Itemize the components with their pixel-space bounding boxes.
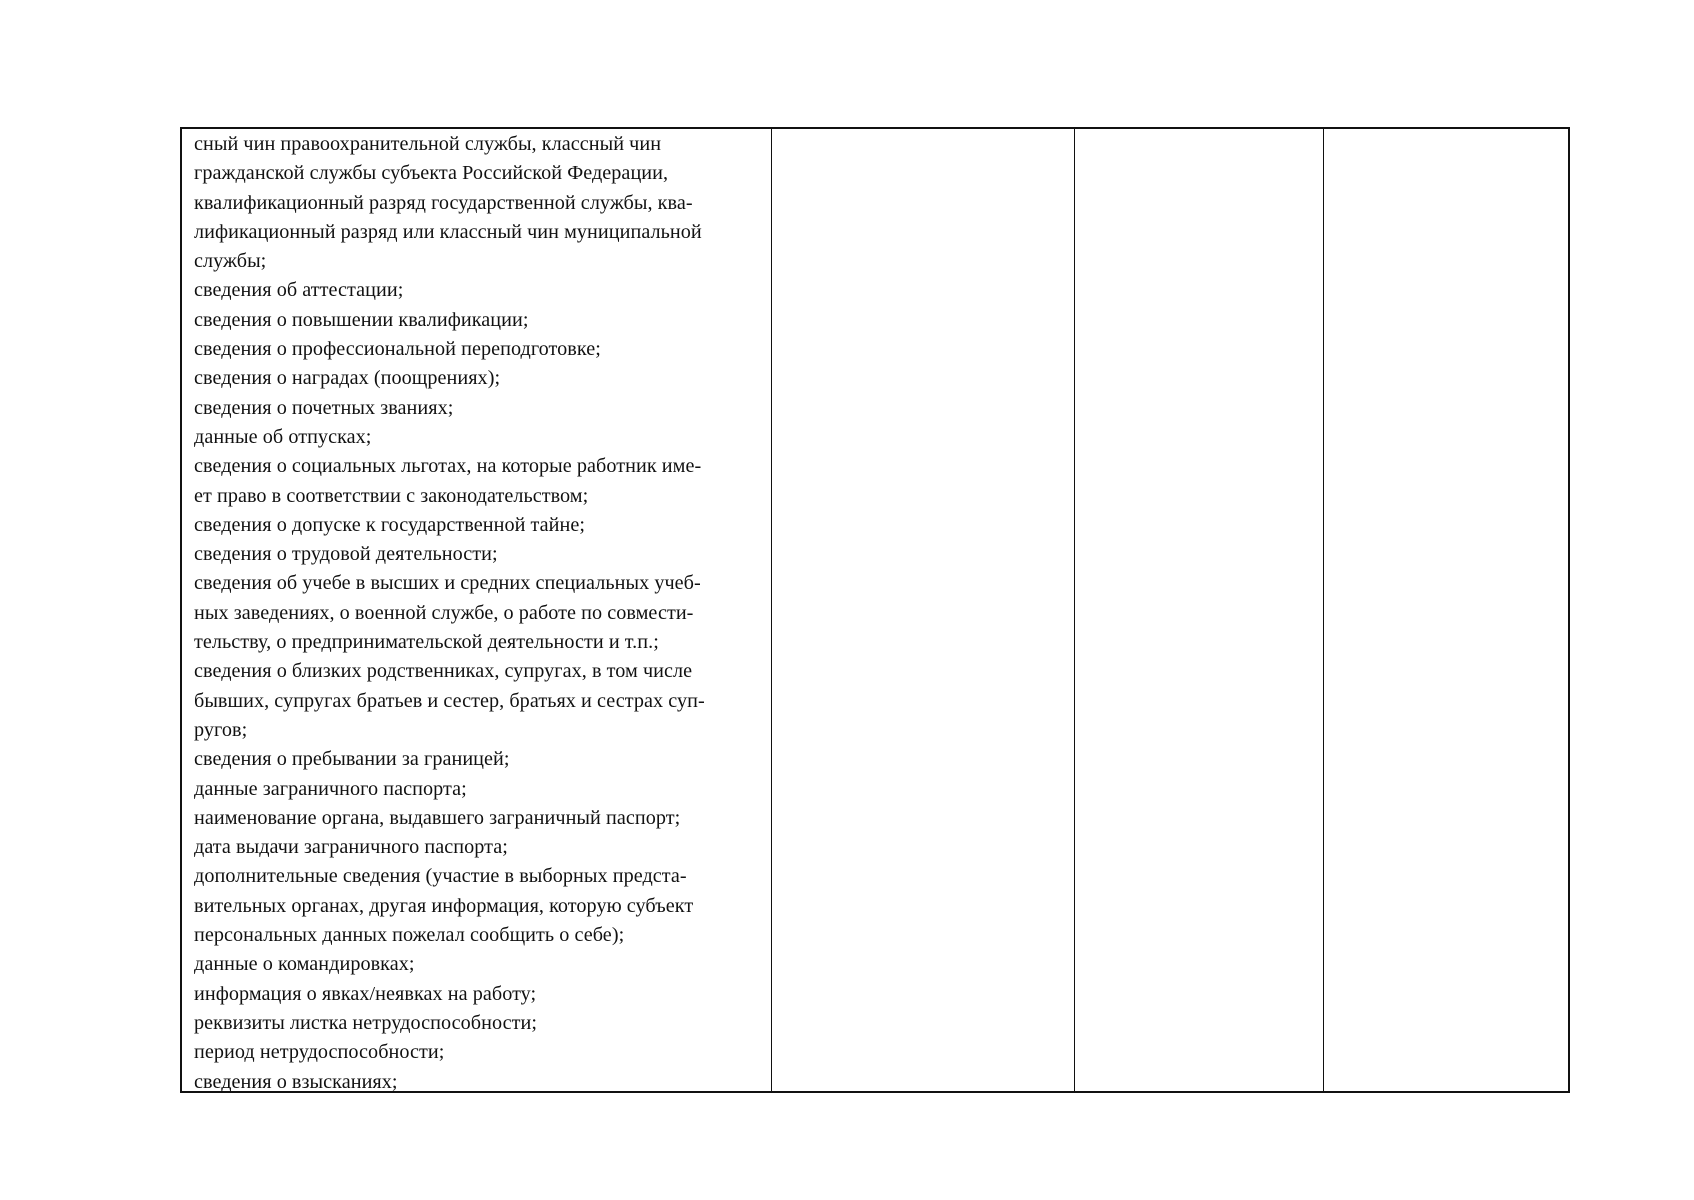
table-text-line: данные об отпусках; (194, 425, 372, 448)
table-text-line: вительных органах, другая информация, которую субъект (194, 894, 694, 917)
table-text-line: бывших, супругах братьев и сестер, братьях и сестрах суп- (194, 689, 705, 712)
table-text-line: сведения о взысканиях; (194, 1070, 398, 1093)
table-text-line: службы; (194, 250, 267, 273)
table-text-line: сведения о пребывании за границей; (194, 748, 510, 771)
personal-data-table (180, 127, 1570, 1093)
table-text-line: квалификационный разряд государственной службы, ква- (194, 191, 693, 214)
table-text-line: сведения о трудовой деятельности; (194, 543, 498, 566)
table-text-line: наименование органа, выдавшего заграничный паспорт; (194, 806, 681, 829)
table-text-line: ет право в соответствии с законодательством; (194, 484, 589, 507)
table-text-line: сведения о социальных льготах, на которые работник име- (194, 455, 702, 478)
table-text-line: сный чин правоохранительной службы, классный чин (194, 133, 662, 155)
table-text-line: сведения о профессиональной переподготовке; (194, 338, 601, 361)
table-text-line: тельству, о предпринимательской деятельности и т.п.; (194, 631, 659, 654)
table-text-line: данные о командировках; (194, 953, 415, 976)
table-text-line: сведения об учебе в высших и средних специальных учеб- (194, 572, 701, 595)
table-text-line: сведения о наградах (поощрениях); (194, 367, 501, 390)
table-text-line: данные заграничного паспорта; (194, 777, 467, 800)
table-cell-column-4 (1324, 129, 1568, 1091)
table-text-line: дополнительные сведения (участие в выборных предста- (194, 865, 687, 888)
table-cell-column-2 (772, 129, 1075, 1091)
table-text-line: сведения об аттестации; (194, 279, 404, 302)
table-text-line: персональных данных пожелал сообщить о себе); (194, 924, 625, 947)
table-text-line: гражданской службы субъекта Российской Федерации, (194, 162, 669, 185)
table-text-line: лификационный разряд или классный чин муниципальной (194, 220, 702, 243)
table-text-line: сведения о повышении квалификации; (194, 308, 529, 331)
table-text-line: сведения о допуске к государственной тайне; (194, 513, 586, 536)
table-text-line: сведения о почетных званиях; (194, 396, 454, 419)
table-text-line: ругов; (194, 718, 248, 741)
table-text-line: реквизиты листка нетрудоспособности; (194, 1011, 538, 1034)
table-cell-column-3 (1075, 129, 1324, 1091)
table-text-line: период нетрудоспособности; (194, 1041, 445, 1064)
table-text-line: сведения о близких родственниках, супругах, в том числе (194, 660, 693, 683)
table-text-line: дата выдачи заграничного паспорта; (194, 836, 508, 859)
table-text-line: информация о явках/неявках на работу; (194, 982, 537, 1005)
table-text-line: ных заведениях, о военной службе, о работе по совмести- (194, 601, 694, 624)
table-cell-data-categories (182, 129, 772, 1091)
